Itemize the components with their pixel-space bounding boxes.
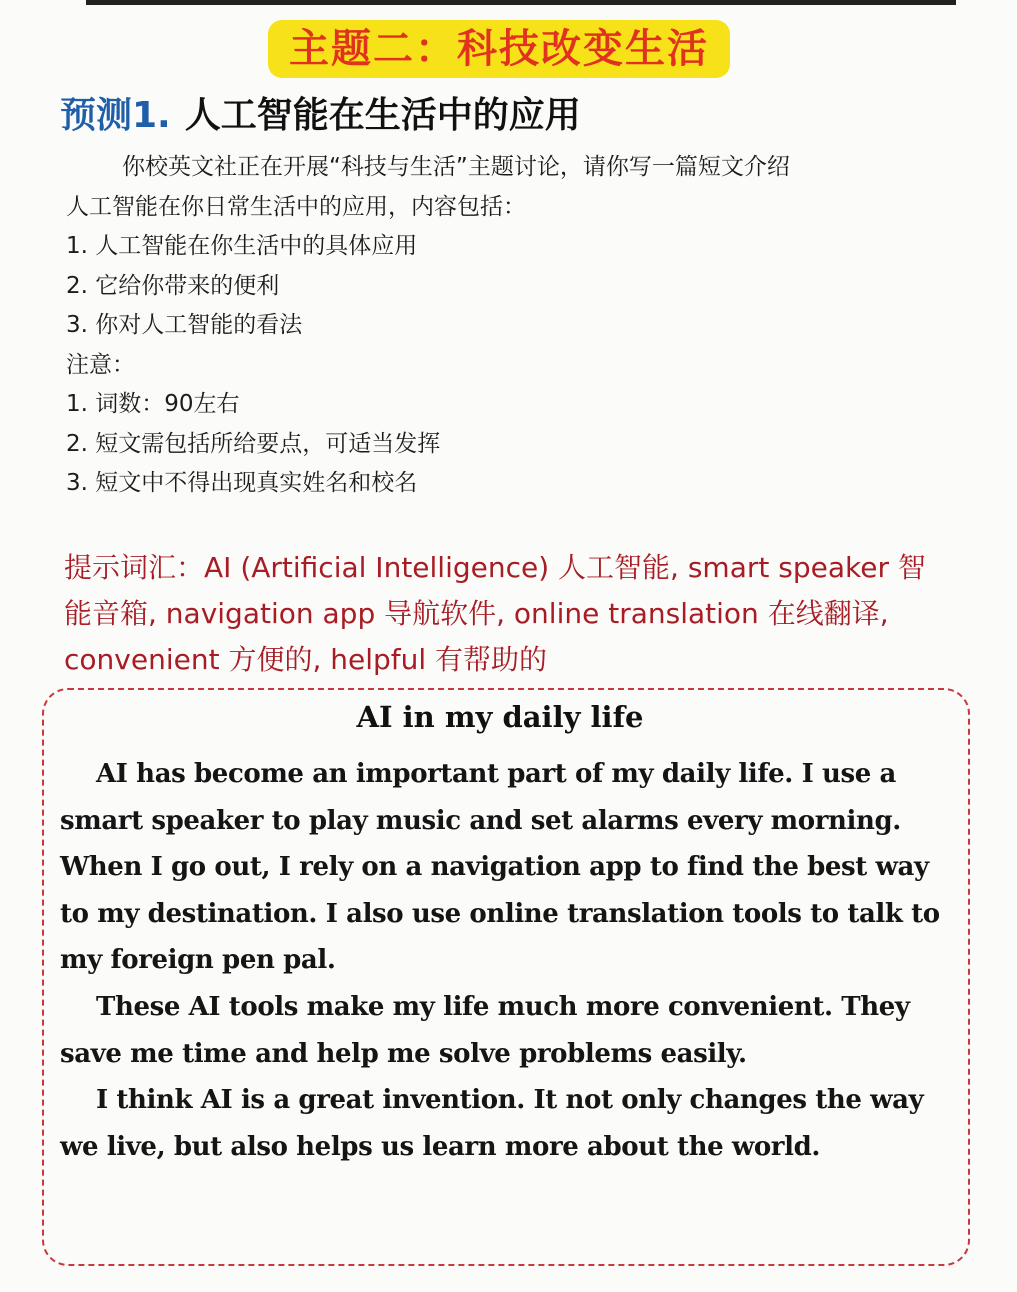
essay-paragraph: These AI tools make my life much more convenient. They save me time and help me solve problems easily. xyxy=(60,991,910,1069)
top-rule xyxy=(86,0,956,5)
note-item: 1. 词数：90左右 xyxy=(66,391,240,417)
writing-prompt xyxy=(66,148,936,504)
note-item: 2. 短文需包括所给要点，可适当发挥 xyxy=(66,430,441,457)
prediction-title: 人工智能在生活中的应用 xyxy=(184,95,581,136)
prediction-heading xyxy=(60,88,581,144)
theme-banner: 主题二：科技改变生活 xyxy=(268,20,730,78)
content-point: 2. 它给你带来的便利 xyxy=(66,272,280,299)
vocabulary-hints-text: 提示词汇：AI (Artificial Intelligence) 人工智能, smart speaker 智能音箱, navigation app 导航软件, online translation 在线翻译, convenient 方便的, helpful 有帮助的 xyxy=(64,551,926,676)
vocabulary-hints xyxy=(64,545,944,683)
prompt-intro-line-2: 人工智能在你日常生活中的应用，内容包括： xyxy=(66,193,526,220)
content-point: 1. 人工智能在你生活中的具体应用 xyxy=(66,233,418,259)
notes-label: 注意： xyxy=(66,351,135,378)
prediction-number: 预测1. xyxy=(60,95,171,136)
prompt-intro-line-1: 你校英文社正在开展“科技与生活”主题讨论，请你写一篇短文介绍 xyxy=(122,154,790,180)
essay-paragraph: I think AI is a great invention. It not only changes the way we live, but also helps us learn more about the world. xyxy=(60,1085,924,1162)
essay-paragraph: AI has become an important part of my daily life. I use a smart speaker to play music and set alarms every morning. When I go out, I rely on a navigation app to find the best way to my destination. I also use online translation tools to talk to my foreign pen pal. xyxy=(60,759,940,976)
essay-body xyxy=(60,751,950,1170)
content-point: 3. 你对人工智能的看法 xyxy=(66,312,303,338)
essay-title: AI in my daily life xyxy=(356,700,644,734)
note-item: 3. 短文中不得出现真实姓名和校名 xyxy=(66,470,418,496)
